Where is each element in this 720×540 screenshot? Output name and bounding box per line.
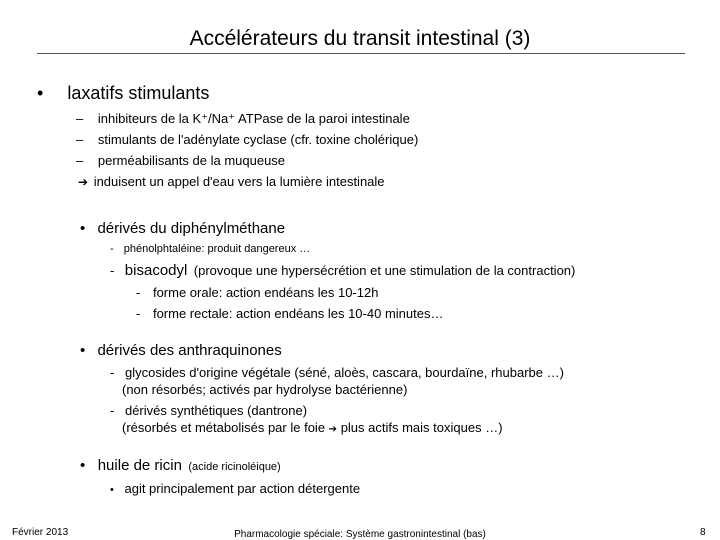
bullet-icon: • (110, 484, 114, 496)
ricin-label: huile de ricin (97, 457, 182, 474)
ricin-action-item (110, 481, 360, 496)
synthetic-item (110, 403, 307, 418)
bisacodyl-note: (provoque une hypersécrétion et une stimulation de la contraction) (193, 263, 576, 278)
dash-icon: – (76, 111, 84, 126)
mechanism-text: perméabilisants de la muqueuse (97, 153, 286, 168)
glycosides-text: glycosides d'origine végétale (séné, aloès, cascara, bourdaïne, rhubarbe …) (124, 365, 564, 380)
dash-icon: - (136, 285, 141, 300)
main-bullet-text: laxatifs stimulants (67, 83, 210, 103)
mechanism-text: inhibiteurs de la K⁺/Na⁺ ATPase de la paroi intestinale (97, 111, 410, 126)
dash-icon: – (76, 132, 84, 147)
slide-title: Accélérateurs du transit intestinal (3) (189, 27, 531, 50)
mechanism-result-text: induisent un appel d'eau vers la lumière intestinale (93, 174, 385, 189)
arrow-right-icon: ➔ (78, 175, 89, 189)
arrow-right-icon: ➔ (328, 424, 338, 435)
form-text: forme orale: action endéans les 10-12h (152, 285, 379, 300)
dash-icon: - (110, 365, 115, 380)
mechanism-item (76, 153, 285, 168)
phenolphtaleine-text: phénolphtaléine: produit dangereux … (123, 243, 311, 255)
glycosides-item (110, 365, 564, 380)
footer-course: Pharmacologie spéciale: Système gastronintestinal (bas) (234, 529, 486, 540)
form-item (136, 306, 443, 321)
synthetic-text: dérivés synthétiques (dantrone) (124, 403, 308, 418)
bullet-icon: • (37, 83, 44, 103)
synthetic-note (122, 420, 503, 435)
bisacodyl-item (110, 262, 575, 280)
anthraquinones-bullet (80, 342, 282, 359)
anthraquinones-label: dérivés des anthraquinones (97, 342, 282, 359)
form-text: forme rectale: action endéans les 10-40 minutes… (152, 306, 444, 321)
ricin-action-text: agit principalement par action détergente (124, 481, 361, 496)
phenolphtaleine-item (110, 243, 310, 255)
mechanism-result (78, 174, 385, 189)
bisacodyl-label: bisacodyl (124, 262, 188, 279)
main-bullet-row (37, 83, 209, 104)
footer-page-number: 8 (700, 527, 706, 538)
bullet-icon: • (80, 342, 86, 359)
ricin-bullet (80, 457, 281, 475)
dash-icon: - (110, 263, 115, 278)
synthetic-note-part1: (résorbés et métabolisés par le foie (122, 420, 326, 435)
ricin-note: (acide ricinoléique) (188, 461, 281, 473)
mechanism-item (76, 132, 418, 147)
diphenylmethane-label: dérivés du diphénylméthane (97, 220, 286, 237)
dash-icon: – (76, 153, 84, 168)
synthetic-note-part2: plus actifs mais toxiques …) (340, 420, 503, 435)
dash-icon: - (110, 243, 114, 255)
footer-date: Février 2013 (12, 527, 69, 538)
form-item (136, 285, 378, 300)
mechanism-text: stimulants de l'adénylate cyclase (cfr. toxine cholérique) (97, 132, 419, 147)
dash-icon: - (136, 306, 141, 321)
diphenylmethane-bullet (80, 220, 285, 237)
title-divider (37, 53, 685, 54)
mechanism-item (76, 111, 410, 127)
bullet-icon: • (80, 220, 86, 237)
dash-icon: - (110, 403, 115, 418)
bullet-icon: • (80, 457, 86, 474)
glycosides-note: (non résorbés; activés par hydrolyse bactérienne) (122, 382, 408, 397)
